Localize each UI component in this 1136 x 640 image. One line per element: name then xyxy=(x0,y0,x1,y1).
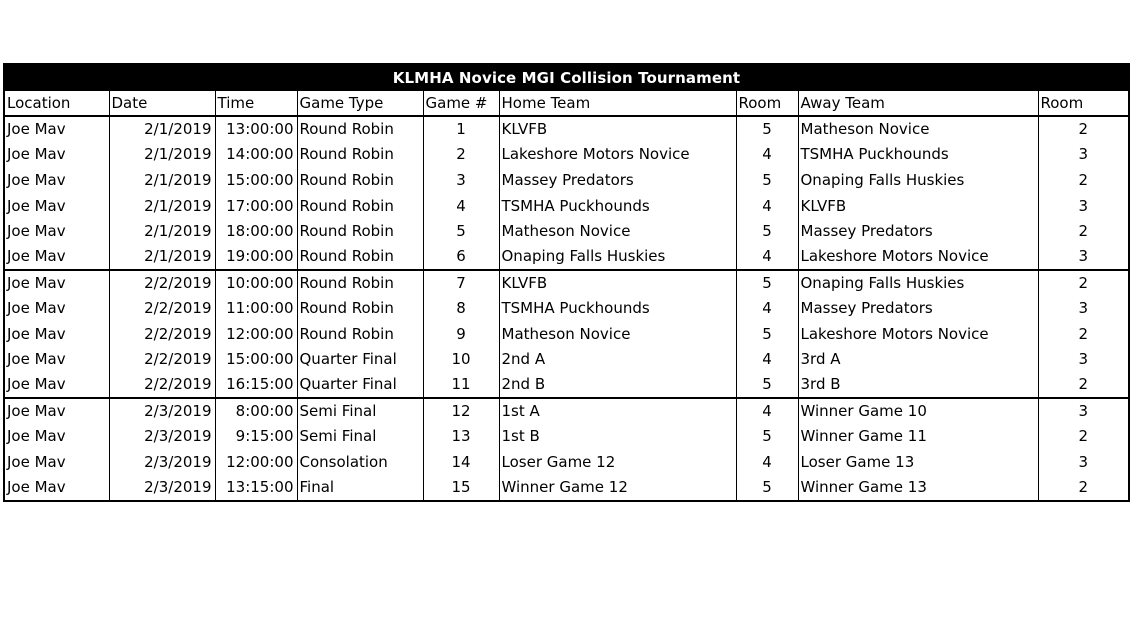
table-row xyxy=(5,398,1128,424)
cell-game-type[interactable]: Round Robin xyxy=(297,142,423,168)
cell-time[interactable]: 15:00:00 xyxy=(215,346,297,372)
cell-away-team[interactable]: Loser Game 13 xyxy=(798,449,1038,475)
cell-away-room[interactable]: 2 xyxy=(1038,167,1128,193)
cell-home-room[interactable]: 4 xyxy=(736,295,798,321)
cell-time[interactable]: 9:15:00 xyxy=(215,423,297,449)
cell-away-room[interactable]: 3 xyxy=(1038,449,1128,475)
cell-away-team[interactable]: KLVFB xyxy=(798,193,1038,219)
cell-date[interactable]: 2/1/2019 xyxy=(109,167,215,193)
cell-date[interactable]: 2/1/2019 xyxy=(109,193,215,219)
cell-game-number[interactable]: 4 xyxy=(423,193,499,219)
cell-away-room[interactable]: 3 xyxy=(1038,346,1128,372)
cell-date[interactable]: 2/3/2019 xyxy=(109,474,215,500)
cell-home-room[interactable]: 5 xyxy=(736,116,798,142)
cell-date[interactable]: 2/1/2019 xyxy=(109,142,215,168)
col-header-time[interactable]: Time xyxy=(215,91,297,116)
cell-location[interactable]: Joe Mav xyxy=(5,295,109,321)
cell-away-room[interactable]: 2 xyxy=(1038,321,1128,347)
col-header-home-team[interactable]: Home Team xyxy=(499,91,736,116)
cell-home-team[interactable]: Loser Game 12 xyxy=(499,449,736,475)
cell-location[interactable]: Joe Mav xyxy=(5,449,109,475)
cell-game-type[interactable]: Round Robin xyxy=(297,244,423,270)
cell-home-team[interactable]: KLVFB xyxy=(499,116,736,142)
cell-game-type[interactable]: Round Robin xyxy=(297,270,423,296)
cell-home-room[interactable]: 4 xyxy=(736,449,798,475)
cell-away-team[interactable]: Massey Predators xyxy=(798,295,1038,321)
cell-away-room[interactable]: 2 xyxy=(1038,474,1128,500)
cell-game-number[interactable]: 15 xyxy=(423,474,499,500)
cell-game-number[interactable]: 11 xyxy=(423,372,499,398)
cell-location[interactable]: Joe Mav xyxy=(5,244,109,270)
cell-away-room[interactable]: 3 xyxy=(1038,295,1128,321)
col-header-game-number[interactable]: Game # xyxy=(423,91,499,116)
cell-game-number[interactable]: 3 xyxy=(423,167,499,193)
table-row xyxy=(5,167,1128,193)
cell-home-room[interactable]: 4 xyxy=(736,193,798,219)
cell-away-team[interactable]: Winner Game 10 xyxy=(798,398,1038,424)
cell-home-team[interactable]: 1st A xyxy=(499,398,736,424)
cell-game-type[interactable]: Round Robin xyxy=(297,116,423,142)
table-row xyxy=(5,142,1128,168)
cell-location[interactable]: Joe Mav xyxy=(5,474,109,500)
cell-home-team[interactable]: 2nd B xyxy=(499,372,736,398)
table-row xyxy=(5,218,1128,244)
cell-game-type[interactable]: Round Robin xyxy=(297,167,423,193)
cell-location[interactable]: Joe Mav xyxy=(5,423,109,449)
cell-game-type[interactable]: Round Robin xyxy=(297,218,423,244)
cell-date[interactable]: 2/3/2019 xyxy=(109,423,215,449)
cell-game-type[interactable]: Consolation xyxy=(297,449,423,475)
cell-home-room[interactable]: 5 xyxy=(736,218,798,244)
cell-away-room[interactable]: 3 xyxy=(1038,244,1128,270)
cell-location[interactable]: Joe Mav xyxy=(5,142,109,168)
table-row xyxy=(5,116,1128,142)
cell-home-room[interactable]: 5 xyxy=(736,423,798,449)
cell-time[interactable]: 18:00:00 xyxy=(215,218,297,244)
cell-location[interactable]: Joe Mav xyxy=(5,116,109,142)
cell-game-number[interactable]: 10 xyxy=(423,346,499,372)
cell-away-team[interactable]: TSMHA Puckhounds xyxy=(798,142,1038,168)
table-row xyxy=(5,295,1128,321)
cell-time[interactable]: 15:00:00 xyxy=(215,167,297,193)
cell-home-room[interactable]: 5 xyxy=(736,167,798,193)
cell-time[interactable]: 13:00:00 xyxy=(215,116,297,142)
cell-game-number[interactable]: 2 xyxy=(423,142,499,168)
cell-date[interactable]: 2/2/2019 xyxy=(109,270,215,296)
table-row xyxy=(5,244,1128,270)
cell-time[interactable]: 10:00:00 xyxy=(215,270,297,296)
cell-away-room[interactable]: 2 xyxy=(1038,372,1128,398)
cell-home-room[interactable]: 5 xyxy=(736,270,798,296)
table-row xyxy=(5,423,1128,449)
cell-time[interactable]: 14:00:00 xyxy=(215,142,297,168)
cell-time[interactable]: 17:00:00 xyxy=(215,193,297,219)
cell-game-type[interactable]: Semi Final xyxy=(297,423,423,449)
cell-home-room[interactable]: 5 xyxy=(736,372,798,398)
cell-away-room[interactable]: 2 xyxy=(1038,423,1128,449)
cell-away-room[interactable]: 3 xyxy=(1038,398,1128,424)
cell-location[interactable]: Joe Mav xyxy=(5,398,109,424)
cell-game-number[interactable]: 13 xyxy=(423,423,499,449)
cell-location[interactable]: Joe Mav xyxy=(5,218,109,244)
col-header-home-room[interactable]: Room xyxy=(736,91,798,116)
cell-time[interactable]: 13:15:00 xyxy=(215,474,297,500)
cell-game-number[interactable]: 6 xyxy=(423,244,499,270)
cell-away-team[interactable]: 3rd B xyxy=(798,372,1038,398)
cell-location[interactable]: Joe Mav xyxy=(5,167,109,193)
cell-game-type[interactable]: Quarter Final xyxy=(297,346,423,372)
cell-home-team[interactable]: Matheson Novice xyxy=(499,218,736,244)
cell-home-team[interactable]: TSMHA Puckhounds xyxy=(499,295,736,321)
cell-away-room[interactable]: 2 xyxy=(1038,270,1128,296)
cell-game-type[interactable]: Semi Final xyxy=(297,398,423,424)
cell-game-number[interactable]: 5 xyxy=(423,218,499,244)
cell-location[interactable]: Joe Mav xyxy=(5,193,109,219)
cell-away-team[interactable]: Massey Predators xyxy=(798,218,1038,244)
cell-away-team[interactable]: Onaping Falls Huskies xyxy=(798,167,1038,193)
cell-game-type[interactable]: Round Robin xyxy=(297,193,423,219)
cell-date[interactable]: 2/2/2019 xyxy=(109,321,215,347)
cell-game-type[interactable]: Final xyxy=(297,474,423,500)
cell-home-team[interactable]: Matheson Novice xyxy=(499,321,736,347)
table-row xyxy=(5,372,1128,398)
cell-game-type[interactable]: Quarter Final xyxy=(297,372,423,398)
cell-location[interactable]: Joe Mav xyxy=(5,321,109,347)
schedule-sheet xyxy=(3,63,1130,502)
cell-away-team[interactable]: Winner Game 11 xyxy=(798,423,1038,449)
cell-home-team[interactable]: Onaping Falls Huskies xyxy=(499,244,736,270)
cell-away-team[interactable]: Lakeshore Motors Novice xyxy=(798,321,1038,347)
cell-home-room[interactable]: 4 xyxy=(736,398,798,424)
cell-home-room[interactable]: 4 xyxy=(736,142,798,168)
cell-date[interactable]: 2/2/2019 xyxy=(109,295,215,321)
cell-home-room[interactable]: 4 xyxy=(736,244,798,270)
table-row xyxy=(5,449,1128,475)
cell-home-team[interactable]: Winner Game 12 xyxy=(499,474,736,500)
col-header-away-room[interactable]: Room xyxy=(1038,91,1128,116)
cell-away-room[interactable]: 3 xyxy=(1038,193,1128,219)
cell-home-team[interactable]: KLVFB xyxy=(499,270,736,296)
table-row xyxy=(5,321,1128,347)
cell-game-number[interactable]: 8 xyxy=(423,295,499,321)
cell-away-team[interactable]: Onaping Falls Huskies xyxy=(798,270,1038,296)
cell-time[interactable]: 8:00:00 xyxy=(215,398,297,424)
cell-home-team[interactable]: Massey Predators xyxy=(499,167,736,193)
col-header-game-type[interactable]: Game Type xyxy=(297,91,423,116)
cell-date[interactable]: 2/2/2019 xyxy=(109,346,215,372)
cell-away-room[interactable]: 3 xyxy=(1038,142,1128,168)
cell-home-team[interactable]: Lakeshore Motors Novice xyxy=(499,142,736,168)
cell-game-number[interactable]: 9 xyxy=(423,321,499,347)
cell-away-team[interactable]: 3rd A xyxy=(798,346,1038,372)
cell-location[interactable]: Joe Mav xyxy=(5,372,109,398)
cell-game-type[interactable]: Round Robin xyxy=(297,321,423,347)
cell-date[interactable]: 2/3/2019 xyxy=(109,398,215,424)
cell-date[interactable]: 2/2/2019 xyxy=(109,372,215,398)
cell-home-team[interactable]: TSMHA Puckhounds xyxy=(499,193,736,219)
cell-home-room[interactable]: 5 xyxy=(736,321,798,347)
cell-game-number[interactable]: 7 xyxy=(423,270,499,296)
cell-time[interactable]: 11:00:00 xyxy=(215,295,297,321)
cell-game-type[interactable]: Round Robin xyxy=(297,295,423,321)
cell-game-number[interactable]: 14 xyxy=(423,449,499,475)
header-row xyxy=(5,91,1128,116)
sheet-title: KLMHA Novice MGI Collision Tournament xyxy=(5,65,1128,91)
schedule-table xyxy=(5,91,1128,500)
cell-away-team[interactable]: Winner Game 13 xyxy=(798,474,1038,500)
cell-away-team[interactable]: Matheson Novice xyxy=(798,116,1038,142)
cell-time[interactable]: 12:00:00 xyxy=(215,321,297,347)
col-header-away-team[interactable]: Away Team xyxy=(798,91,1038,116)
cell-location[interactable]: Joe Mav xyxy=(5,270,109,296)
table-row xyxy=(5,346,1128,372)
col-header-date[interactable]: Date xyxy=(109,91,215,116)
cell-date[interactable]: 2/1/2019 xyxy=(109,218,215,244)
cell-away-team[interactable]: Lakeshore Motors Novice xyxy=(798,244,1038,270)
cell-game-number[interactable]: 1 xyxy=(423,116,499,142)
cell-home-room[interactable]: 5 xyxy=(736,474,798,500)
cell-away-room[interactable]: 2 xyxy=(1038,218,1128,244)
cell-home-room[interactable]: 4 xyxy=(736,346,798,372)
col-header-location[interactable]: Location xyxy=(5,91,109,116)
cell-home-team[interactable]: 2nd A xyxy=(499,346,736,372)
cell-time[interactable]: 19:00:00 xyxy=(215,244,297,270)
cell-game-number[interactable]: 12 xyxy=(423,398,499,424)
cell-date[interactable]: 2/3/2019 xyxy=(109,449,215,475)
cell-location[interactable]: Joe Mav xyxy=(5,346,109,372)
cell-away-room[interactable]: 2 xyxy=(1038,116,1128,142)
cell-date[interactable]: 2/1/2019 xyxy=(109,116,215,142)
table-row xyxy=(5,474,1128,500)
cell-date[interactable]: 2/1/2019 xyxy=(109,244,215,270)
table-row xyxy=(5,193,1128,219)
cell-time[interactable]: 16:15:00 xyxy=(215,372,297,398)
cell-time[interactable]: 12:00:00 xyxy=(215,449,297,475)
table-row xyxy=(5,270,1128,296)
cell-home-team[interactable]: 1st B xyxy=(499,423,736,449)
